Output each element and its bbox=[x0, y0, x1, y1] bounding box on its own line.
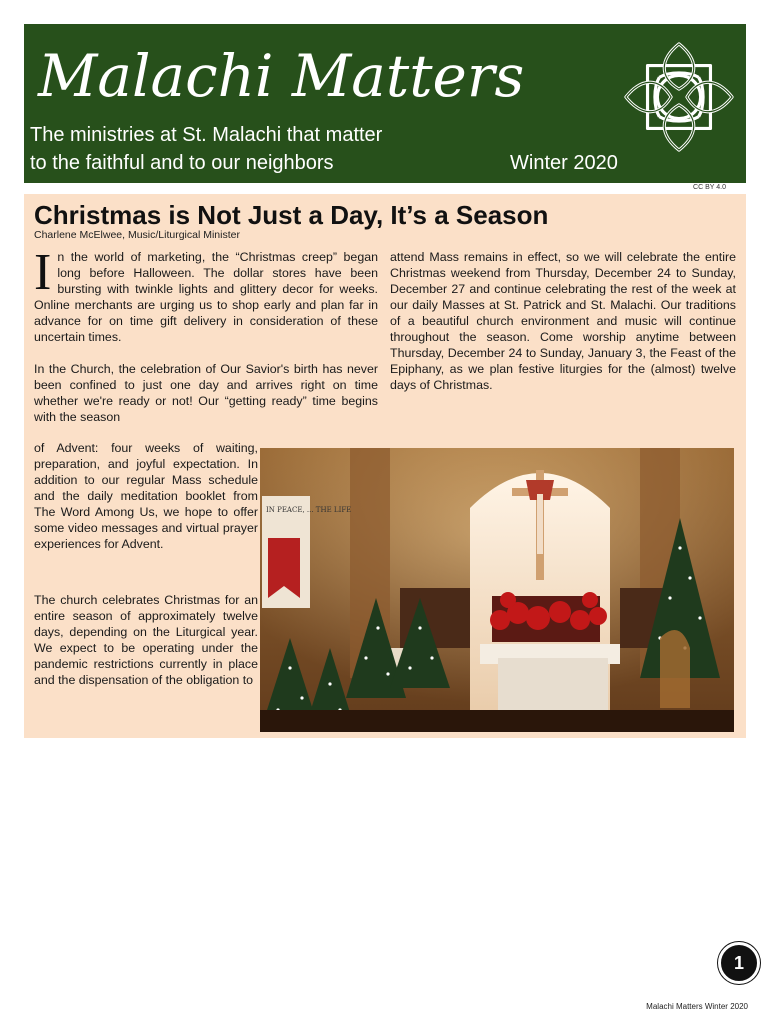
license-label: CC BY 4.0 bbox=[693, 184, 726, 191]
newsletter-subtitle bbox=[30, 121, 382, 177]
article bbox=[24, 194, 746, 738]
celtic-knot-icon bbox=[620, 38, 738, 156]
article-headline: Christmas is Not Just a Day, It’s a Season bbox=[34, 200, 549, 230]
article-byline: Charlene McElwee, Music/Liturgical Minister bbox=[34, 229, 240, 241]
subtitle-line-1: The ministries at St. Malachi that matter bbox=[30, 124, 383, 146]
masthead bbox=[24, 24, 746, 183]
subtitle-line-2: to the faithful and to our neighbors bbox=[30, 152, 334, 174]
paragraph-3: The church celebrates Christmas for an entire season of approximately twelve days, depending on the Liturgical year. We expect to be operating under the pandemic restrictions currently in place and the dispensation of the obligation to bbox=[34, 593, 258, 687]
banner-text: IN PEACE, ... THE LIFE bbox=[266, 506, 352, 514]
drop-cap: I bbox=[34, 244, 52, 301]
paragraph-2: In the Church, the celebration of Our Savior's birth has never been confined to just one day and arrives right on time whether we're ready or not! Our “getting ready” time begins with the season bbox=[34, 362, 378, 424]
footer-text: Malachi Matters Winter 2020 bbox=[646, 1002, 748, 1011]
paragraph-1-text: n the world of marketing, the “Christmas creep” began long before Halloween. The dollar stores have been bursting with twinkle lights and glittery decor for weeks. Online merchants are urging us to shop early and plan far in advance for on time gift delivery in consideration of these uncertain times. bbox=[34, 250, 378, 344]
issue-label: Winter 2020 bbox=[510, 152, 618, 174]
paragraph-2-wrap: of Advent: four weeks of waiting, preparation, and joyful expectation. In addition to our regular Mass schedule and the daily meditation booklet from The Word Among Us, we hope to offer some video messages and virtual prayer experiences for Advent. bbox=[34, 441, 258, 551]
church-altar-photo bbox=[260, 448, 734, 732]
newsletter-title: Malachi Matters bbox=[38, 42, 525, 110]
paragraph-1 bbox=[34, 244, 378, 345]
article-right-column: attend Mass remains in effect, so we will celebrate the entire Christmas weekend from Thursday, December 24 to Sunday, December 27 and continue celebrating the rest of the week at our daily Masses at St. Patrick and St. Malachi. Our traditions of a beautiful church environment and music will continue throughout the season. Come worship anytime between Thursday, December 24 to Sunday, January 3, the Feast of the Epiphany, as we plan festive liturgies for the (almost) twelve days of Christmas. bbox=[390, 250, 736, 392]
article-left-column bbox=[34, 244, 378, 425]
page-number-badge: 1 bbox=[718, 942, 760, 984]
